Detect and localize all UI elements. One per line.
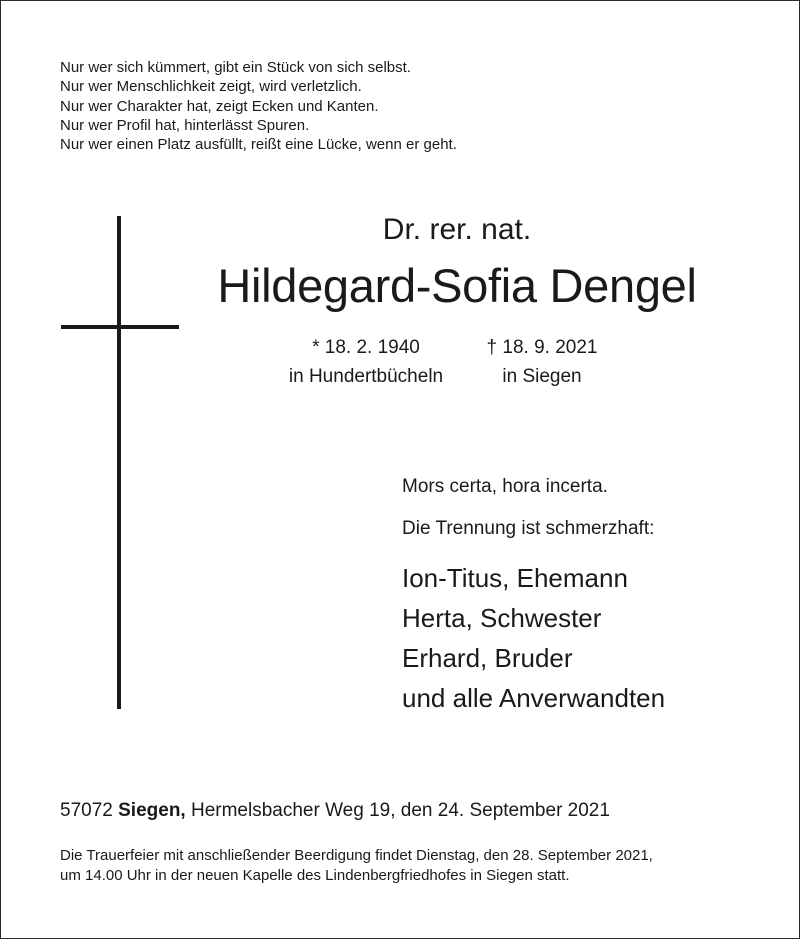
birth-place: in Hundertbücheln — [288, 366, 444, 387]
mourner: und alle Anverwandten — [402, 683, 666, 713]
birth-info — [262, 333, 470, 391]
cross-icon — [117, 216, 121, 709]
cross-icon-bar — [61, 325, 179, 329]
poem-line: Nur wer Menschlichkeit zeigt, wird verletzlich. — [60, 78, 362, 96]
mourners-list — [402, 558, 665, 718]
birth-date: * 18. 2. 1940 — [312, 337, 420, 358]
mourner: Erhard, Bruder — [402, 643, 573, 673]
academic-title: Dr. rer. nat. — [382, 213, 532, 246]
mourner: Ion-Titus, Ehemann — [402, 563, 628, 593]
funeral-note — [60, 846, 653, 885]
funeral-note-line: Die Trauerfeier mit anschließender Beerdigung findet Dienstag, den 28. September 2021, — [60, 847, 653, 864]
death-date: † 18. 9. 2021 — [486, 337, 598, 358]
death-info — [468, 333, 616, 391]
mourners-intro: Die Trennung ist schmerzhaft: — [402, 518, 655, 539]
mourner: Herta, Schwester — [402, 603, 602, 633]
poem — [60, 58, 457, 154]
poem-line: Nur wer sich kümmert, gibt ein Stück von sich selbst. — [60, 59, 411, 76]
address-city: Siegen, — [118, 800, 186, 821]
poem-line: Nur wer Charakter hat, zeigt Ecken und Kanten. — [60, 97, 379, 115]
address-rest: Hermelsbacher Weg 19, den 24. September 2021 — [190, 800, 610, 821]
motto: Mors certa, hora incerta. — [402, 476, 608, 497]
funeral-note-line: um 14.00 Uhr in der neuen Kapelle des Lindenbergfriedhofes in Siegen statt. — [60, 866, 570, 884]
death-place: in Siegen — [502, 366, 582, 387]
poem-line: Nur wer einen Platz ausfüllt, reißt eine Lücke, wenn er geht. — [60, 136, 457, 154]
deceased-name: Hildegard-Sofia Dengel — [217, 259, 697, 312]
postal-code: 57072 — [60, 800, 113, 821]
address-line — [60, 798, 610, 824]
poem-line: Nur wer Profil hat, hinterlässt Spuren. — [60, 116, 310, 134]
